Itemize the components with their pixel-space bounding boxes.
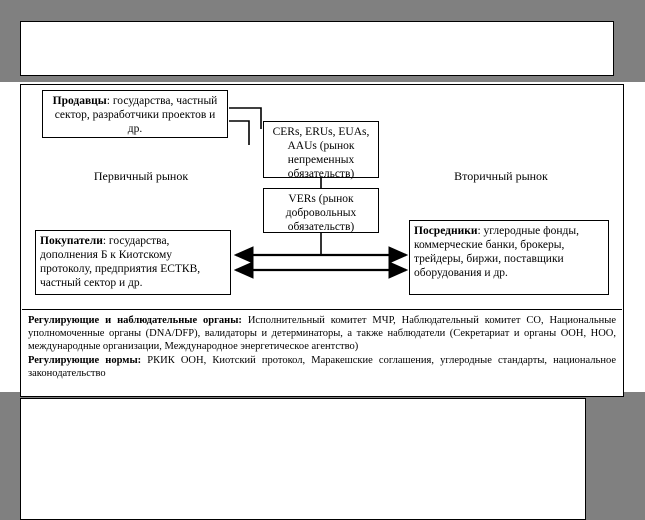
sellers-label: Продавцы bbox=[52, 95, 107, 107]
top-white-panel bbox=[20, 21, 614, 76]
secondary-market-label: Вторичный рынок bbox=[454, 169, 548, 183]
primary-market-label: Первичный рынок bbox=[93, 169, 189, 183]
buyers-box bbox=[35, 230, 231, 295]
notes-line-2-label: Регулирующие нормы: bbox=[28, 354, 142, 366]
notes-line-1-text: Исполнительный комитет МЧР, Наблюдательный комитет СО, Национальные уполномоченные органы (DNA/DFP), валидаторы и детерминаторы, а также наблюдатели (Секретариат и органы ООН, НОО, международные организации, Международное энергетическое агентство) bbox=[28, 315, 616, 353]
notes-line-2-text: РКИК ООН, Киотский протокол, Маракешские соглашения, углеродные стандарты, национальное законодательство bbox=[28, 354, 616, 379]
compliance-market-text: CERs, ERUs, EUAs, AAUs (рынок непременных обязательств) bbox=[272, 126, 370, 181]
background-strip-right bbox=[586, 392, 645, 520]
intermediaries-box bbox=[409, 220, 609, 295]
bottom-white-panel bbox=[20, 398, 586, 520]
diagram-frame bbox=[20, 84, 624, 397]
sellers-text: : государства, частный сектор, разработчики проектов и др. bbox=[54, 95, 218, 136]
notes-line-1 bbox=[28, 314, 616, 354]
buyers-text: : государства, дополнения Б к Киотскому протоколу, предприятия ЕСТКВ, частный сектор и др. bbox=[40, 235, 201, 290]
compliance-market-box bbox=[263, 121, 379, 181]
regulation-notes bbox=[22, 309, 622, 396]
voluntary-market-box bbox=[263, 188, 379, 233]
notes-line-1-label: Регулирующие и наблюдательные органы: bbox=[28, 315, 242, 326]
notes-line-2 bbox=[28, 354, 616, 380]
intermediaries-text: : углеродные фонды, коммерческие банки, брокеры, трейдеры, биржи, поставщики оборудования и др. bbox=[414, 225, 579, 280]
intermediaries-label: Посредники bbox=[414, 225, 478, 237]
buyers-label: Покупатели bbox=[40, 235, 103, 247]
voluntary-market-text: VERs (рынок добровольных обязательств) bbox=[285, 193, 357, 234]
sellers-box bbox=[42, 90, 228, 138]
